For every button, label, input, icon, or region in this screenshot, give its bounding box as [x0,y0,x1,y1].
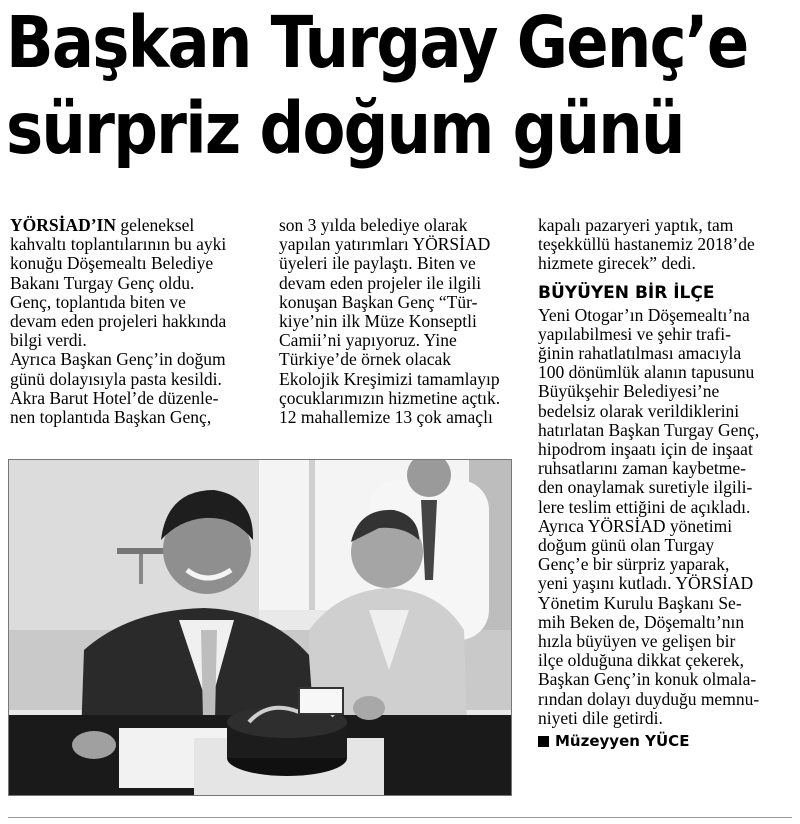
press-photo-illustration [9,460,511,795]
text-line: niyeti dile getirdi. [538,707,663,728]
text-line: Yönetim Kurulu Başkanı Se- [538,592,742,613]
text-line: Akra Barut Hotel’de düzenle- [10,387,219,408]
article-column-2 [279,216,524,427]
text-line: Ayrıca Başkan Genç’in doğum [10,349,226,370]
text-line: ğinin rahatlatılması amacıyla [538,343,742,364]
article-column-3 [538,216,793,751]
text-line: devam eden projeleri hakkında [10,311,227,332]
text-line: Camii’ni yapıyoruz. Yine [279,330,457,351]
text-line: Yeni Otogar’ın Döşemealtı’na [538,304,750,325]
byline [538,731,793,751]
text-line: konuşan Başkan Genç “Tür- [279,291,478,312]
text-line: ilçe olduğuna dikkat çekerek, [538,650,745,671]
text-line: Ayrıca YÖRSİAD yönetimi [538,515,733,536]
headline [6,0,748,172]
text-line: Büyükşehir Belediyesi’ne [538,381,720,402]
text-line: 100 dönümlük alanın tapusunu [538,362,755,383]
text-line: kapalı pazaryeri yaptık, tam [538,215,734,235]
text-line [10,216,268,235]
lead-word: YÖRSİAD’IN [10,215,116,235]
article-column-1 [10,216,268,427]
headline-line-1: Başkan Turgay Genç’e [6,1,748,84]
text-line: rından dolayı duyduğu memnu- [538,688,760,709]
text-line: Genç’e bir sürpriz yaparak, [538,554,730,575]
text-line: bilgi verdi. [10,330,87,351]
text-line: son 3 yılda belediye olarak [279,215,468,235]
text-line: mih Beken de, Döşemaltı’nın [538,611,745,632]
text-line: 12 mahallemize 13 çok amaçlı [279,407,493,428]
text-line: den onaylamak suretiyle ilgili- [538,477,753,498]
text-line: yeni yaşını kutladı. YÖRSİAD [538,573,754,594]
text-line: hizmete girecek” dedi. [538,253,696,274]
headline-line-2: sürpriz doğum günü [6,87,684,170]
text-line: hatırlatan Başkan Turgay Genç, [538,419,760,440]
byline-author: Müzeyyen YÜCE [555,732,690,751]
text-line: üyeleri ile paylaştı. Biten ve [279,253,476,274]
text-line: yapılan yatırımları YÖRSİAD [279,234,491,255]
text-line: kahvaltı toplantılarının bu ayki [10,234,227,255]
text-line: yapılabilmesi ve şehir trafi- [538,323,731,344]
text-line: konuğu Döşemealtı Belediye [10,253,214,274]
section-subhead: BÜYÜYEN BİR İLÇE [538,282,715,303]
text-line: Genç, toplantıda biten ve [10,291,186,312]
square-bullet-icon [538,736,549,747]
text-line: kiye’nin ilk Müze Konseptli [279,311,477,332]
text-line: Bakanı Turgay Genç oldu. [10,272,195,293]
text-line: doğum günü olan Turgay [538,535,715,556]
text-line: Türkiye’de örnek olacak [279,349,452,370]
text-line: Ekolojik Kreşimizi tamamlayıp [279,368,500,389]
text-line: Başkan Genç’in konuk olmala- [538,669,757,690]
text-line: nen toplantıda Başkan Genç, [10,407,212,428]
press-photo [8,459,512,796]
bottom-rule [8,817,792,818]
text-line: çocuklarımızın hizmetine açtık. [279,387,501,408]
text-line: lere teslim ettiğini de açıkladı. [538,496,751,517]
text-line: hipodrom inşaatı için de inşaat [538,439,753,460]
text-line: ruhsatlarını zaman kaybetme- [538,458,746,479]
lead-rest: geleneksel [115,215,195,235]
text-line: bedelsiz olarak verildiklerini [538,400,740,421]
text-line: hızla büyüyen ve gelişen bir [538,631,736,652]
text-line: günü dolayısıyla pasta kesildi. [10,368,222,389]
text-line: devam eden projeler ile ilgili [279,272,482,293]
text-line: teşekküllü hastanemiz 2018’de [538,234,755,255]
